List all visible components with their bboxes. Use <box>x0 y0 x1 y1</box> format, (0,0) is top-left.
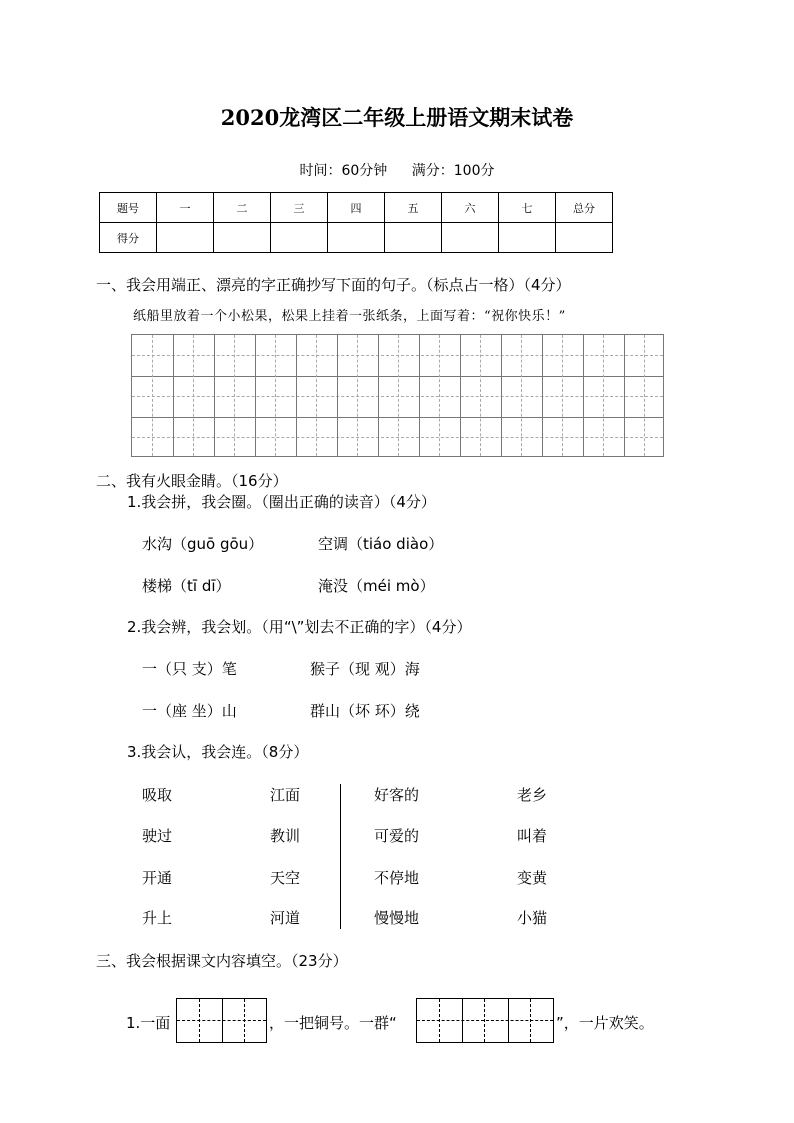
exam-meta <box>0 160 794 180</box>
match-word[interactable]: 开通 <box>142 869 173 887</box>
copy-sentence: 纸船里放着一个小松果，松果上挂着一张纸条，上面写着：“祝你快乐！” <box>133 309 566 324</box>
match-divider <box>340 784 341 929</box>
score-row-label: 得分 <box>100 223 157 253</box>
fill-middle: ，一把铜号。一群“ <box>269 1014 397 1032</box>
match-word[interactable]: 驶过 <box>142 827 173 845</box>
writing-grid[interactable] <box>131 334 664 457</box>
match-word[interactable]: 慢慢地 <box>374 909 420 927</box>
score-input-cell[interactable] <box>157 223 214 253</box>
match-word[interactable]: 叫着 <box>517 827 548 845</box>
match-word[interactable]: 不停地 <box>374 869 420 887</box>
pinyin-item[interactable]: 空调（tiáo diào） <box>318 535 444 553</box>
char-choice-item[interactable]: 一（只 支）笔 <box>142 660 237 678</box>
section1-heading: 一、我会用端正、漂亮的字正确抄写下面的句子。（标点占一格）（4分） <box>96 276 571 294</box>
match-word[interactable]: 小猫 <box>517 909 548 927</box>
pinyin-item[interactable]: 楼梯（tī dī） <box>142 577 231 595</box>
fill-box-2[interactable] <box>416 998 554 1043</box>
q3-heading: 3.我会认，我会连。（8分） <box>127 743 309 761</box>
match-word[interactable]: 变黄 <box>517 869 548 887</box>
page-title: 2020龙湾区二年级上册语文期末试卷 <box>220 105 574 130</box>
char-choice-item[interactable]: 一（座 坐）山 <box>142 702 237 720</box>
exam-time: 时间：60分钟 <box>299 163 388 179</box>
char-choice-item[interactable]: 猴子（现 观）海 <box>310 660 420 678</box>
score-header-cell: 总分 <box>556 193 613 223</box>
score-header-cell: 七 <box>499 193 556 223</box>
score-input-cell[interactable] <box>385 223 442 253</box>
score-header-cell: 三 <box>271 193 328 223</box>
score-header-cell: 一 <box>157 193 214 223</box>
pinyin-item[interactable]: 淹没（méi mò） <box>318 577 435 595</box>
match-word[interactable]: 教训 <box>270 827 301 845</box>
match-word[interactable]: 升上 <box>142 909 173 927</box>
match-word[interactable]: 吸取 <box>142 786 173 804</box>
match-word[interactable]: 老乡 <box>517 786 548 804</box>
score-input-cell[interactable] <box>499 223 556 253</box>
score-input-cell[interactable] <box>556 223 613 253</box>
score-header-cell: 五 <box>385 193 442 223</box>
match-word[interactable]: 天空 <box>270 869 301 887</box>
q1-heading: 1.我会拼，我会圈。（圈出正确的读音）（4分） <box>127 493 436 511</box>
score-input-cell[interactable] <box>442 223 499 253</box>
char-choice-item[interactable]: 群山（坏 环）绕 <box>310 702 420 720</box>
score-header-cell: 题号 <box>100 193 157 223</box>
match-word[interactable]: 好客的 <box>374 786 420 804</box>
score-header-cell: 六 <box>442 193 499 223</box>
fill-box-1[interactable] <box>176 998 267 1043</box>
fill-suffix: ”，一片欢笑。 <box>556 1014 654 1032</box>
q2-heading: 2.我会辨，我会划。（用“\”划去不正确的字）（4分） <box>127 618 472 636</box>
match-word[interactable]: 江面 <box>270 786 301 804</box>
section3-heading: 三、我会根据课文内容填空。（23分） <box>96 952 348 970</box>
score-input-cell[interactable] <box>214 223 271 253</box>
score-header-cell: 四 <box>328 193 385 223</box>
score-input-cell[interactable] <box>271 223 328 253</box>
exam-full-score: 满分：100分 <box>411 163 495 179</box>
score-table <box>99 192 613 253</box>
match-word[interactable]: 河道 <box>270 909 301 927</box>
match-word[interactable]: 可爱的 <box>374 827 420 845</box>
section2-heading: 二、我有火眼金睛。（16分） <box>96 472 288 490</box>
fill-prefix: 1.一面 <box>126 1014 171 1032</box>
score-header-cell: 二 <box>214 193 271 223</box>
score-input-cell[interactable] <box>328 223 385 253</box>
pinyin-item[interactable]: 水沟（guō gōu） <box>142 535 264 553</box>
